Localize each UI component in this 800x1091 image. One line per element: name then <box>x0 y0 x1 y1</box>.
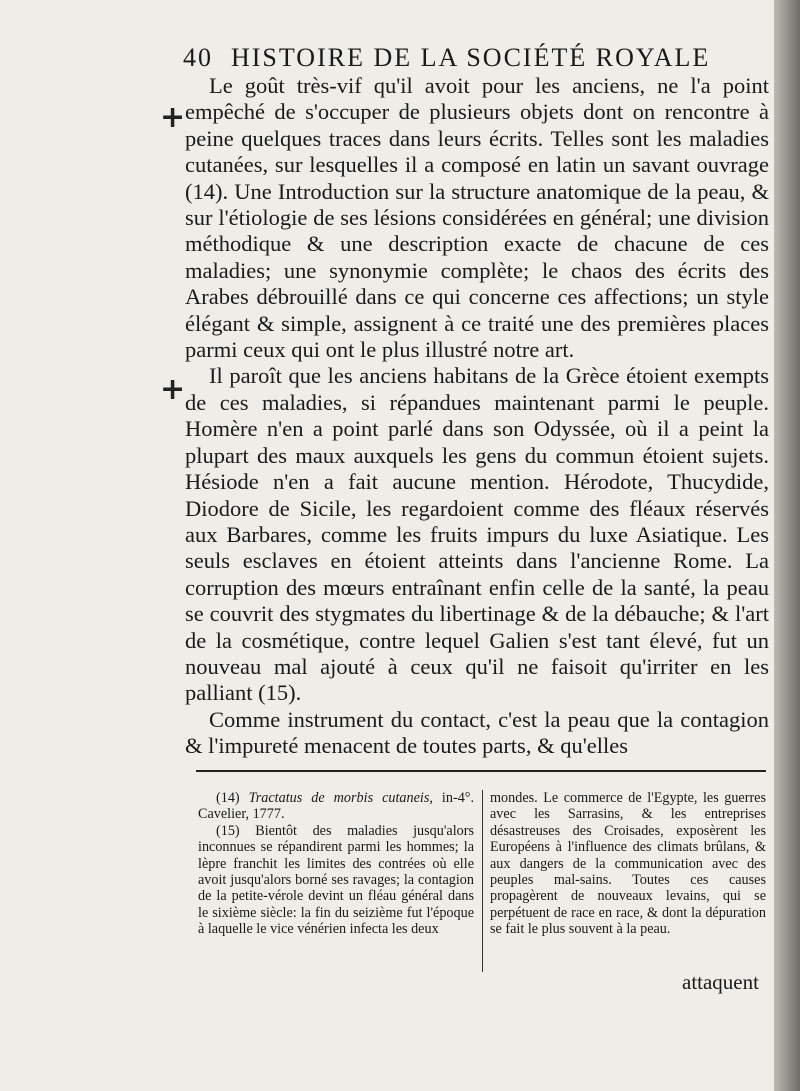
footnote-column-left <box>198 790 474 938</box>
footnote-15-continued: mondes. Le commerce de l'Egypte, les guerres avec les Sarrasins, & les entreprises désastreuses des Croisades, exposèrent les Européens à l'influence des climats brûlans, & aux dangers de la communication avec des peuples mal-sains. Toutes ces causes propagèrent de nouveaux levains, qui se perpétuent de race en race, & dont la dépuration se fait le plus souvent à la peau. <box>490 790 766 938</box>
page-gutter-shadow <box>774 0 800 1091</box>
footnote-text: , in-4°. Cavelier, 1777. <box>198 790 475 823</box>
footnote-rule <box>196 770 766 772</box>
paragraph: Comme instrument du contact, c'est la peau que la contagion & l'impureté menacent de toutes parts, & qu'elles <box>185 706 769 759</box>
running-title: HISTOIRE DE LA SOCIÉTÉ ROYALE <box>231 43 711 72</box>
margin-cross-mark: + <box>160 100 186 135</box>
footnote-number: (14) <box>216 790 240 806</box>
paragraph: Il paroît que les anciens habitans de la Grèce étoient exempts de ces maladies, si répandues maintenant parmi le peuple. Homère n'en a point parlé dans son Odyssée, où il a peint la plupart des maux auxquels les gens du commun étoient sujets. Hésiode n'en a fait aucune mention. Hérodote, Thucydide, Diodore de Sicile, les regardoient comme des fléaux réservés aux Barbares, comme les fruits impurs du luxe Asiatique. Les seuls esclaves en étoient atteints dans l'ancienne Rome. La corruption des mœurs entraînant enfin celle de la santé, la peau se couvrit des stygmates du libertinage & de la débauche; & l'art de la cosmétique, contre lequel Galien s'est tant élevé, fut un nouveau mal ajouté à ceux qu'il ne faisoit qu'irriter en les palliant (15). <box>185 363 769 706</box>
catchword: attaquent <box>682 970 759 994</box>
footnote-14 <box>198 790 474 823</box>
footnote-15: (15) Bientôt des maladies jusqu'alors inconnues se répandirent parmi les hommes; la lèpre franchit les limites des contrées où elle avoit jusqu'alors borné ses ravages; la contagion de la petite-vérole devint un fléau général dans le sixième siècle: la fin du seizième fut l'époque à laquelle le vice vénérien infecta les deux <box>198 822 474 938</box>
column-divider <box>482 790 483 972</box>
main-text <box>185 73 769 760</box>
footnotes <box>198 790 770 980</box>
footnote-column-right <box>490 790 766 938</box>
paragraph: Le goût très-vif qu'il avoit pour les anciens, ne l'a point empêché de s'occuper de plusieurs objets dont on rencontre à peine quelques traces dans leurs écrits. Telles sont les maladies cutanées, sur lesquelles il a composé en latin un savant ouvrage (14). Une Introduction sur la structure anatomique de la peau, & sur l'étiologie de ses lésions considérées en général; une division méthodique & une description exacte de chacune de ces maladies; une synonymie complète; le chaos des écrits des Arabes débrouillé dans ce qui concerne ces affections; un style élégant & simple, assignent à ce traité une des premières places parmi ceux qui ont le plus illustré notre art. <box>185 73 769 363</box>
margin-cross-mark: + <box>160 372 186 407</box>
running-header <box>183 38 773 78</box>
footnote-title: Tractatus de morbis cutaneis <box>248 790 430 806</box>
page-number: 40 <box>183 43 213 72</box>
